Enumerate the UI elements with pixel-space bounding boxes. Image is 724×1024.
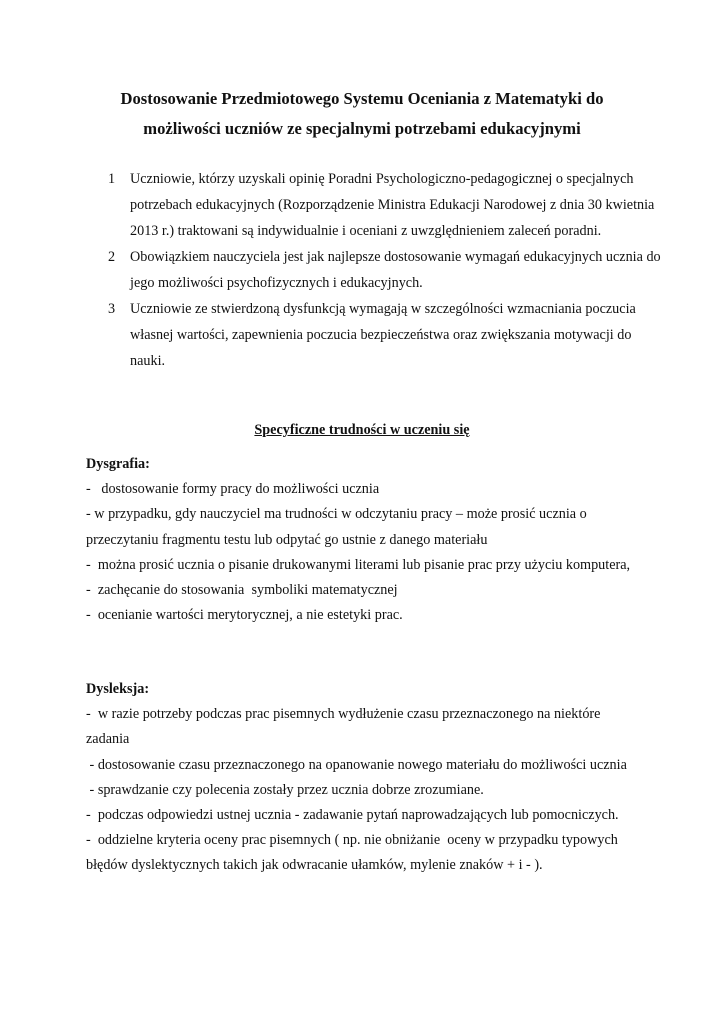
list-item-text: Obowiązkiem nauczyciela jest jak najlepsze dostosowanie wymagań edukacyjnych ucznia do jego możliwości psychofizycznych i edukacyjnych. [130, 249, 661, 291]
list-item: - zachęcanie do stosowania symboliki matematycznej [86, 582, 398, 599]
list-item: - podczas odpowiedzi ustnej ucznia - zadawanie pytań naprowadzających lub pomocniczych. [86, 807, 619, 824]
list-item: - oddzielne kryteria oceny prac pisemnych ( np. nie obniżanie oceny w przypadku typowych błędów dyslektycznych takich jak odwracanie ułamków, mylenie znaków + i - ). [86, 832, 622, 874]
dysleksja-list [86, 702, 646, 878]
list-item: - dostosowanie formy pracy do możliwości ucznia [86, 481, 380, 498]
numbered-list [104, 166, 664, 374]
document-title-line-2: możliwości uczniów ze specjalnymi potrzebami edukacyjnymi [143, 119, 581, 138]
numbered-item [104, 244, 664, 296]
list-item: - ocenianie wartości merytorycznej, a nie estetyki prac. [86, 607, 403, 624]
section-heading: Specyficzne trudności w uczeniu się [254, 422, 470, 438]
numbered-item [104, 166, 664, 244]
dysgrafia-list [86, 477, 646, 628]
dysleksja-heading: Dysleksja: [86, 681, 150, 697]
list-item: - w przypadku, gdy nauczyciel ma trudności w odczytaniu pracy – może prosić ucznia o przeczytaniu fragmentu testu lub odpytać go ustnie z danego materiału [86, 506, 591, 548]
dysgrafia-heading: Dysgrafia: [86, 456, 150, 472]
list-number: 2 [108, 249, 116, 265]
dysleksja-section [86, 677, 646, 879]
list-number: 1 [108, 171, 116, 187]
document-title-line-1: Dostosowanie Przedmiotowego Systemu Oceniania z Matematyki do [120, 89, 604, 108]
list-item: - sprawdzanie czy polecenia zostały przez ucznia dobrze zrozumiane. [86, 781, 484, 798]
list-item: - można prosić ucznia o pisanie drukowanymi literami lub pisanie prac przy użyciu komputera, [86, 556, 631, 573]
list-number: 3 [108, 301, 116, 317]
list-item: - dostosowanie czasu przeznaczonego na opanowanie nowego materiału do możliwości ucznia [86, 756, 627, 773]
list-item-text: Uczniowie ze stwierdzoną dysfunkcją wymagają w szczególności wzmacniania poczucia własnej wartości, zapewnienia poczucia bezpieczeństwa oraz zwiększania motywacji do nauki. [130, 301, 636, 369]
numbered-item [104, 296, 664, 374]
dysgrafia-section [86, 452, 646, 628]
list-item-text: Uczniowie, którzy uzyskali opinię Poradni Psychologiczno-pedagogicznej o specjalnych potrzebach edukacyjnych (Rozporządzenie Ministra Edukacji Narodowej z dnia 30 kwietnia 2013 r.) traktowani są indywidualnie i oceniani z uwzględnieniem zaleceń poradni. [130, 171, 655, 239]
list-item: - w razie potrzeby podczas prac pisemnych wydłużenie czasu przeznaczonego na niektóre zadania [86, 706, 604, 748]
